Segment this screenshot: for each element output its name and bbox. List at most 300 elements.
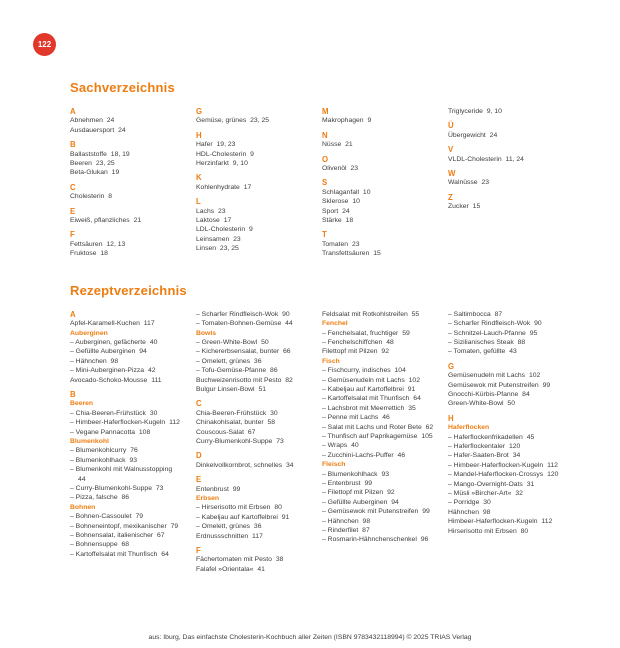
entry-pages: 99 — [422, 508, 430, 516]
entry-label: Herzinfarkt — [196, 160, 229, 168]
entry-pages: 91 — [407, 385, 416, 393]
letter-heading: B — [70, 140, 76, 150]
entry-pages: 67 — [247, 428, 256, 436]
entry-pages: 9, 10 — [486, 108, 502, 115]
entry-label: Curry-Blumenkohl-Suppe — [196, 437, 273, 445]
entry-label: Leinsamen — [196, 235, 230, 243]
index-entry — [322, 197, 434, 206]
index-entry — [322, 116, 434, 125]
entry-pages: 111 — [151, 376, 162, 384]
entry-label: Couscous-Salat — [196, 428, 244, 436]
entry-label: Walnüsse — [448, 179, 478, 187]
index-entry — [70, 550, 182, 559]
entry-pages: 40 — [351, 442, 359, 450]
letter-heading: A — [70, 309, 76, 319]
entry-label: Cholesterin — [70, 193, 105, 201]
index-entry — [448, 498, 560, 507]
index-entry — [196, 366, 308, 375]
index-entry — [196, 485, 308, 494]
entry-label: Makrophagen — [322, 117, 364, 125]
letter-heading: F — [196, 546, 201, 556]
entry-label: Zucker — [448, 203, 469, 211]
entry-label: Feldsalat mit Rotkohlstreifen — [322, 310, 408, 318]
entry-pages: 41 — [257, 565, 265, 573]
index-entry — [196, 244, 308, 253]
entry-label: – Fischcurry, indisches — [322, 367, 391, 375]
entry-label: – Blumenkohlcurry — [70, 447, 127, 455]
entry-pages: 30 — [483, 499, 491, 507]
entry-pages: 73 — [276, 437, 284, 445]
entry-pages: 94 — [139, 348, 147, 356]
index-entry — [448, 381, 560, 390]
category-heading: Bohnen — [70, 503, 96, 511]
index-entry — [70, 159, 182, 168]
entry-label: Chia-Beeren-Frühstück — [196, 409, 267, 417]
index-entry — [196, 461, 308, 470]
entry-pages: 18 — [345, 217, 354, 225]
index-entry — [196, 150, 308, 159]
index-entry — [448, 480, 560, 489]
entry-label: Beta-Glukan — [70, 169, 108, 177]
index-entry — [70, 249, 182, 258]
entry-label: LDL-Cholesterin — [196, 226, 246, 234]
entry-pages: 102 — [408, 376, 420, 384]
index-entry — [322, 479, 434, 488]
entry-pages: 48 — [386, 338, 394, 346]
index-entry — [70, 493, 182, 502]
category-heading: Haferflocken — [448, 424, 490, 432]
index-entry — [322, 216, 434, 225]
entry-pages: 79 — [170, 522, 179, 530]
sachverzeichnis-columns — [70, 107, 562, 259]
entry-pages: 64 — [161, 550, 169, 558]
index-entry — [448, 155, 560, 164]
letter-heading: N — [322, 130, 328, 140]
entry-label: Tomaten — [322, 240, 349, 248]
index-entry — [196, 437, 308, 446]
entry-label: Chinakohlsalat, bunter — [196, 419, 264, 427]
index-entry — [448, 508, 560, 517]
entry-pages: 46 — [382, 414, 390, 422]
entry-pages: 21 — [133, 217, 142, 225]
index-entry — [196, 140, 308, 149]
entry-pages: 23, 25 — [250, 117, 270, 125]
index-entry — [322, 207, 434, 216]
entry-pages: 32 — [515, 490, 523, 497]
index-entry — [448, 461, 560, 470]
index-entry — [448, 178, 560, 187]
index-entry — [196, 555, 308, 564]
letter-heading: A — [70, 107, 76, 116]
entry-label: – Tomaten-Bohnen-Gemüse — [196, 320, 282, 328]
entry-pages: 23, 25 — [95, 160, 115, 168]
index-entry — [322, 329, 434, 338]
index-entry — [70, 126, 182, 135]
category-heading: Bowls — [196, 329, 217, 337]
index-entry — [322, 240, 434, 249]
entry-label: – Penne mit Lachs — [322, 414, 379, 422]
index-entry — [196, 418, 308, 427]
index-entry — [196, 216, 308, 225]
index-entry — [70, 357, 182, 366]
category-heading: Fisch — [322, 357, 340, 365]
index-entry — [196, 409, 308, 418]
entry-label: Triglyceride — [448, 108, 483, 115]
entry-label: Himbeer-Haferflocken-Kugeln — [448, 518, 538, 526]
index-entry — [70, 376, 182, 385]
letter-heading: C — [70, 182, 76, 192]
entry-label: – Scharfer Rindfleisch-Wok — [196, 310, 279, 318]
entry-label: – Kabeljau auf Kartoffelbrei — [196, 513, 278, 521]
entry-label: – Curry-Blumenkohl-Suppe — [70, 485, 152, 492]
index-entry — [448, 347, 560, 356]
index-entry — [196, 225, 308, 234]
entry-label: Kohlenhydrate — [196, 183, 240, 191]
entry-pages: 95 — [529, 329, 538, 337]
entry-pages: 31 — [526, 480, 535, 488]
page-number-badge: 122 — [33, 33, 56, 56]
entry-label: – Saltimbocca — [448, 310, 491, 318]
category-heading: Erbsen — [196, 495, 220, 502]
entry-pages: 98 — [110, 357, 119, 365]
entry-label: – Gemüsenudeln mit Lachs — [322, 376, 405, 384]
entry-pages: 50 — [507, 400, 515, 408]
letter-heading: G — [196, 107, 203, 116]
letter-heading: Ü — [448, 121, 454, 131]
index-entry — [70, 116, 182, 125]
entry-label: – Blumenkohl mit Walnusstopping — [70, 466, 173, 474]
index-entry — [322, 140, 434, 149]
entry-label: Filettopf mit Pilzen — [322, 348, 378, 356]
entry-label: Dinkelvollkornbrot, schnelles — [196, 461, 283, 469]
index-entry — [196, 428, 308, 437]
entry-pages: 64 — [413, 395, 421, 403]
index-entry — [70, 192, 182, 201]
entry-label: – Rinderfilet — [322, 527, 359, 535]
entry-label: – Kartoffelsalat mit Thunfisch — [322, 395, 410, 403]
index-column — [322, 107, 434, 259]
entry-label: Ballaststoffe — [70, 150, 107, 158]
index-entry — [70, 512, 182, 521]
entry-label: – Blumenkohlhack — [322, 470, 378, 478]
entry-label: – Bohnen-Cassoulet — [70, 513, 132, 521]
entry-label: Übergewicht — [448, 131, 486, 139]
entry-label: – Entenbrust — [322, 480, 361, 487]
entry-pages: 24 — [106, 117, 115, 125]
entry-label: Olivenöl — [322, 165, 347, 173]
entry-pages: 120 — [547, 471, 559, 479]
letter-heading: Z — [448, 192, 453, 202]
letter-heading: V — [448, 145, 454, 155]
index-column — [322, 310, 434, 545]
entry-pages: 112 — [169, 419, 180, 427]
letter-heading: D — [196, 451, 202, 461]
index-entry — [196, 357, 308, 366]
entry-pages: 58 — [267, 419, 276, 427]
entry-pages: 36 — [253, 523, 262, 531]
entry-label: – Omelett, grünes — [196, 523, 251, 531]
index-entry — [196, 532, 308, 541]
entry-label: Nüsse — [322, 141, 342, 149]
category-heading: Auberginen — [70, 329, 108, 337]
entry-label: – Tofu-Gemüse-Pfanne — [196, 367, 267, 375]
entry-pages: 117 — [143, 320, 155, 328]
letter-heading: W — [448, 169, 456, 179]
index-entry — [196, 347, 308, 356]
entry-pages: 21 — [345, 141, 353, 149]
entry-label: – Thunfisch auf Paprikagemüse — [322, 432, 418, 440]
letter-heading: S — [322, 178, 328, 188]
letter-heading: L — [196, 197, 201, 207]
index-entry — [322, 441, 434, 450]
section-rezeptverzeichnis — [70, 283, 562, 575]
entry-pages: 92 — [381, 348, 389, 356]
index-entry — [448, 527, 560, 536]
entry-label: Entenbrust — [196, 485, 229, 493]
entry-pages: 91 — [281, 513, 290, 521]
entry-pages: 112 — [541, 518, 553, 526]
rezeptverzeichnis-title: Rezeptverzeichnis — [70, 282, 187, 298]
index-entry — [196, 207, 308, 216]
index-entry — [448, 107, 560, 116]
entry-label: – Salat mit Lachs und Roter Bete — [322, 423, 422, 431]
entry-pages: 35 — [408, 404, 416, 412]
index-entry — [70, 540, 182, 549]
entry-pages: 55 — [411, 310, 420, 318]
index-entry — [322, 470, 434, 479]
entry-label: Fruktose — [70, 250, 97, 258]
letter-heading: H — [448, 413, 454, 423]
entry-label: Gemüsewok mit Putenstreifen — [448, 381, 539, 389]
entry-pages: 120 — [508, 442, 521, 450]
entry-label: Gemüsenudeln mit Lachs — [448, 372, 526, 380]
index-entry — [196, 310, 308, 319]
entry-label: – Sizilianisches Steak — [448, 338, 514, 346]
entry-label: – Wraps — [322, 442, 348, 450]
index-entry — [448, 390, 560, 399]
entry-pages: 17 — [243, 183, 252, 191]
entry-pages: 96 — [420, 536, 429, 544]
entry-label: – Blumenkohlhack — [70, 456, 126, 464]
index-entry — [322, 394, 434, 403]
index-entry — [70, 484, 182, 493]
entry-label: – Bohnensuppe — [70, 541, 118, 549]
index-entry — [70, 446, 182, 455]
entry-label: Hähnchen — [448, 508, 479, 516]
index-column — [448, 107, 560, 212]
entry-label: – Hähnchen — [322, 517, 359, 525]
letter-heading: E — [196, 475, 202, 485]
entry-label: – Lachsbrot mit Meerrettich — [322, 404, 405, 412]
entry-pages: 23 — [351, 240, 360, 248]
category-heading: Fleisch — [322, 461, 346, 469]
entry-pages: 62 — [425, 423, 434, 431]
index-entry — [448, 202, 560, 211]
index-entry — [196, 116, 308, 125]
entry-pages: 84 — [522, 390, 530, 398]
entry-label: – Bohnensalat, italienischer — [70, 532, 154, 540]
index-entry — [322, 498, 434, 507]
entry-label: – Fenchelschiffchen — [322, 338, 383, 346]
entry-label: HDL-Cholesterin — [196, 150, 247, 158]
entry-pages: 94 — [391, 498, 399, 506]
entry-pages: 23 — [350, 165, 359, 173]
index-entry — [70, 150, 182, 159]
entry-label: – Himbeer-Haferflocken-Kugeln — [70, 419, 166, 427]
entry-pages: 105 — [421, 432, 433, 440]
index-entry — [448, 319, 560, 328]
entry-pages: 10 — [352, 198, 360, 206]
entry-pages: 8 — [108, 193, 113, 201]
entry-label: – Kartoffelsalat mit Thunfisch — [70, 550, 158, 558]
index-entry — [196, 522, 308, 531]
entry-label: – Zucchini-Lachs-Puffer — [322, 451, 394, 459]
index-entry — [322, 404, 434, 413]
index-entry — [322, 376, 434, 385]
entry-label: Ausdauersport — [70, 126, 115, 134]
entry-label: – Kabeljau auf Kartoffelbrei — [322, 385, 404, 393]
index-entry — [70, 347, 182, 356]
index-entry — [322, 526, 434, 535]
letter-heading: F — [70, 230, 75, 240]
index-entry — [322, 451, 434, 460]
entry-label: – Green-White-Bowl — [196, 338, 258, 346]
index-entry — [322, 366, 434, 375]
entry-label: Fettsäuren — [70, 240, 103, 248]
entry-label: – Filettopf mit Pilzen — [322, 489, 384, 497]
index-column — [196, 310, 308, 575]
index-entry — [448, 399, 560, 408]
entry-label: Bulgur Linsen-Bowl — [196, 385, 255, 393]
entry-pages: 59 — [402, 329, 410, 337]
entry-pages: 44 — [78, 475, 86, 483]
entry-label: – Mandel-Haferflocken-Crossys — [448, 471, 544, 479]
letter-heading: T — [322, 230, 327, 240]
entry-pages: 67 — [157, 532, 165, 540]
entry-pages: 46 — [397, 451, 406, 459]
index-entry — [448, 329, 560, 338]
footer-credit: aus: Iburg, Das einfachste Cholesterin-Kochbuch aller Zeiten (ISBN 9783432118994) © 2025 TRIAS Verlag — [148, 634, 472, 641]
entry-pages: 43 — [509, 348, 517, 356]
entry-label: – Pizza, falsche — [70, 494, 118, 502]
entry-pages: 93 — [129, 456, 137, 464]
entry-pages: 99 — [232, 485, 241, 493]
entry-label: Erdnussschnitten — [196, 532, 249, 540]
entry-label: Schlaganfall — [322, 188, 360, 196]
entry-pages: 117 — [252, 532, 263, 540]
entry-label: – Tomaten, gefüllte — [448, 348, 506, 356]
letter-heading: C — [196, 399, 202, 409]
index-entry — [196, 338, 308, 347]
category-heading: Fenchel — [322, 320, 348, 328]
entry-pages: 11, 24 — [505, 155, 524, 163]
entry-pages: 9 — [367, 117, 372, 125]
index-entry — [70, 465, 182, 484]
entry-pages: 9, 10 — [232, 160, 248, 168]
index-entry — [322, 310, 434, 319]
index-entry — [196, 376, 308, 385]
entry-pages: 40 — [149, 338, 158, 346]
entry-pages: 44 — [285, 320, 293, 328]
entry-pages: 98 — [362, 517, 371, 525]
entry-pages: 93 — [381, 470, 389, 478]
index-entry — [70, 168, 182, 177]
index-entry — [448, 517, 560, 526]
entry-pages: 23, 25 — [219, 245, 239, 253]
entry-label: – Haferflockentaler — [448, 442, 506, 450]
entry-label: – Gefüllte Auberginen — [322, 498, 388, 506]
index-column — [196, 107, 308, 254]
entry-label: – Chia-Beeren-Frühstück — [70, 409, 146, 417]
entry-pages: 66 — [283, 348, 291, 356]
entry-label: – Hirserisotto mit Erbsen — [196, 504, 271, 512]
entry-pages: 23 — [233, 235, 241, 243]
entry-pages: 9 — [250, 150, 254, 158]
index-entry — [322, 385, 434, 394]
entry-label: Gnocchi-Kürbis-Pfanne — [448, 390, 519, 398]
entry-pages: 108 — [138, 428, 151, 436]
entry-pages: 51 — [258, 385, 267, 393]
index-column — [448, 310, 560, 536]
index-entry — [196, 235, 308, 244]
entry-label: Fächertomaten mit Pesto — [196, 556, 272, 564]
rezeptverzeichnis-columns — [70, 310, 562, 575]
entry-pages: 88 — [517, 338, 526, 346]
letter-heading: O — [322, 154, 329, 164]
entry-pages: 12, 13 — [106, 240, 126, 248]
entry-pages: 92 — [387, 489, 395, 497]
letter-heading: K — [196, 173, 202, 183]
entry-label: – Haferflockenfrikadellen — [448, 433, 523, 441]
index-entry — [448, 470, 560, 479]
index-entry — [196, 565, 308, 574]
entry-pages: 23 — [481, 179, 490, 187]
entry-pages: 82 — [285, 376, 293, 384]
index-entry — [448, 442, 560, 451]
entry-label: Lachs — [196, 207, 215, 215]
entry-pages: 30 — [149, 409, 158, 417]
entry-pages: 98 — [482, 508, 491, 516]
entry-label: – Vegane Pannacotta — [70, 428, 136, 436]
index-column — [70, 107, 182, 259]
entry-pages: 50 — [261, 338, 269, 346]
index-entry — [322, 164, 434, 173]
entry-pages: 23 — [218, 207, 226, 215]
section-sachverzeichnis — [70, 80, 562, 259]
entry-pages: 42 — [147, 367, 156, 375]
entry-pages: 104 — [394, 367, 406, 375]
entry-label: Green-White-Bowl — [448, 400, 504, 408]
entry-pages: 90 — [534, 320, 542, 328]
index-entry — [448, 433, 560, 442]
index-entry — [70, 456, 182, 465]
entry-label: Gemüse, grünes — [196, 117, 247, 125]
index-entry — [448, 451, 560, 460]
entry-label: – Gemüsewok mit Putenstreifen — [322, 508, 419, 516]
entry-pages: 9 — [249, 226, 253, 234]
index-entry — [70, 240, 182, 249]
entry-label: Transfettsäuren — [322, 250, 370, 258]
entry-label: – Müsli »Bircher-Art« — [448, 490, 512, 497]
entry-pages: 79 — [135, 513, 144, 521]
page-content — [70, 80, 562, 574]
index-entry — [70, 418, 182, 427]
letter-heading: H — [196, 130, 202, 140]
entry-label: Hirserisotto mit Erbsen — [448, 527, 517, 535]
entry-label: Avocado-Schoko-Mousse — [70, 376, 148, 384]
entry-label: – Hafer-Saaten-Brot — [448, 452, 509, 460]
index-entry — [448, 489, 560, 498]
